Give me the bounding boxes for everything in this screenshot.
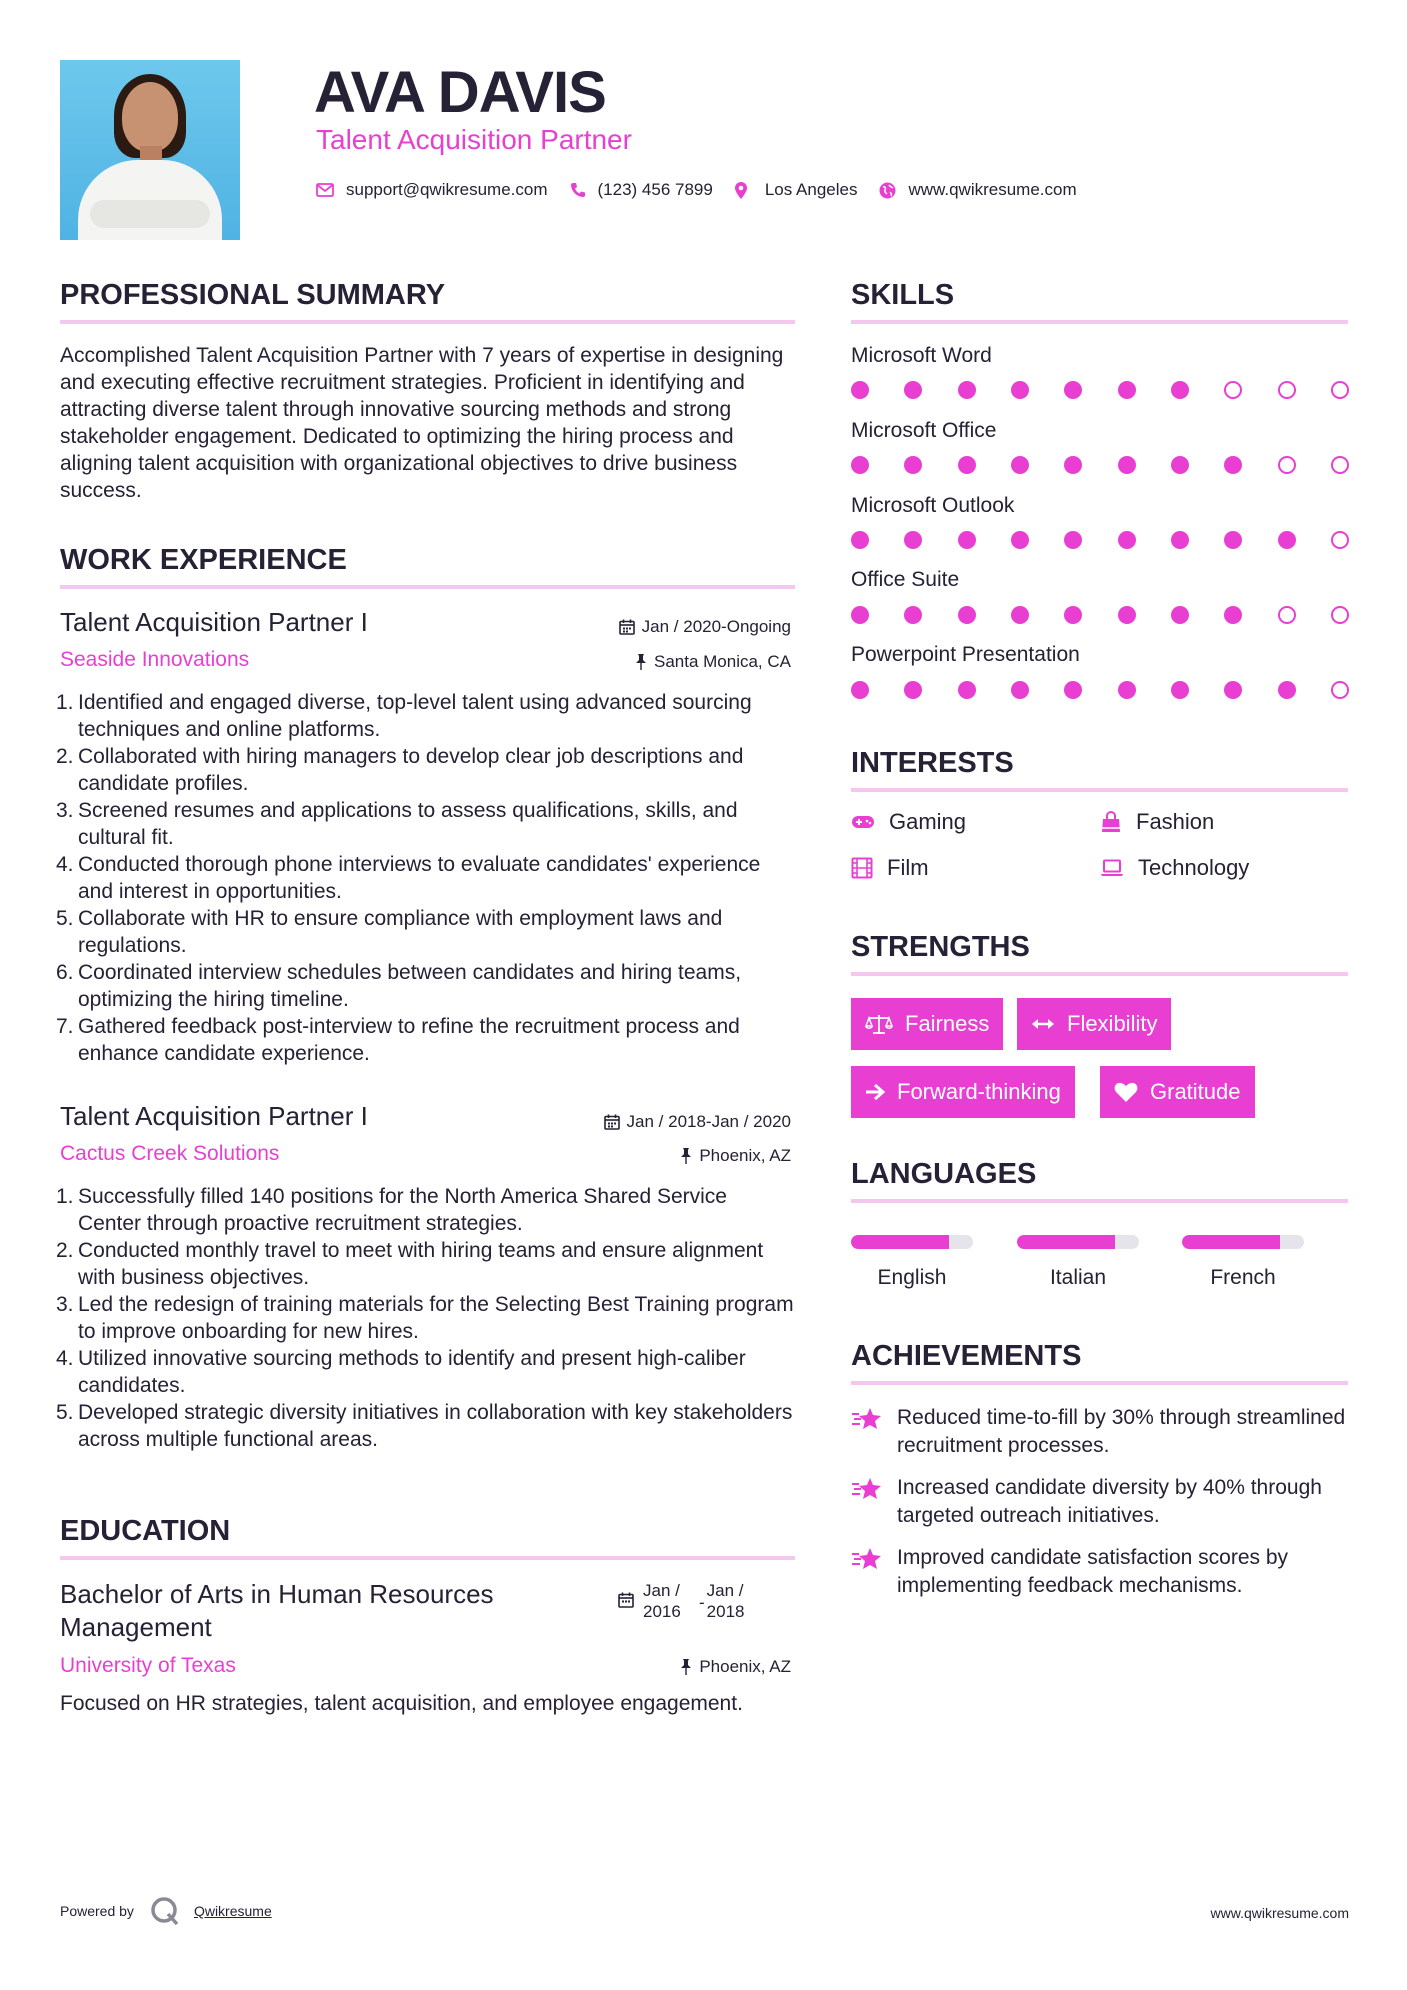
experience-rule: [60, 585, 795, 589]
shopping-bag-icon: [1100, 811, 1122, 833]
language-name: English: [877, 1266, 947, 1289]
rating-dot: [958, 531, 976, 549]
rating-dot: [1224, 456, 1242, 474]
powered-by-label: Powered by: [60, 1903, 134, 1919]
shooting-star-icon: [851, 1406, 883, 1432]
rating-dot: [1118, 681, 1136, 699]
rating-dot: [1278, 531, 1296, 549]
job-title: Talent Acquisition Partner I: [60, 607, 368, 637]
job-bullets: [56, 689, 795, 1067]
job-date: Jan / 2018-Jan / 2020: [604, 1111, 791, 1133]
education-rule: [60, 1556, 795, 1560]
list-item: 3. Screened resumes and applications to assess qualifications, skills, and cultural fit.: [56, 799, 738, 849]
experience-heading: WORK EXPERIENCE: [60, 544, 347, 576]
rating-dot: [1331, 456, 1349, 474]
list-item: 3. Led the redesign of training materials for the Selecting Best Training program to improve onboarding for new hires.: [56, 1293, 794, 1343]
strength-tag: Fairness: [851, 998, 1003, 1050]
calendar-icon: [618, 1592, 634, 1608]
map-pin-icon: [735, 182, 747, 199]
rating-dot: [851, 456, 869, 474]
rating-dot: [1171, 531, 1189, 549]
skill-name: Powerpoint Presentation: [851, 643, 1080, 666]
qwikresume-logo-icon: [150, 1896, 180, 1926]
arrow-right-icon: [865, 1083, 885, 1101]
candidate-role: Talent Acquisition Partner: [316, 124, 632, 155]
rating-dot: [1171, 681, 1189, 699]
rating-dot: [1118, 531, 1136, 549]
rating-dot: [904, 381, 922, 399]
rating-dot: [904, 531, 922, 549]
language-level-bar: [851, 1235, 973, 1249]
rating-dot: [1011, 681, 1029, 699]
pushpin-icon: [680, 1148, 692, 1164]
footer-branding: [60, 1896, 272, 1926]
list-item: 2. Conducted monthly travel to meet with hiring teams and ensure alignment with business objectives.: [56, 1239, 764, 1289]
summary-text: Accomplished Talent Acquisition Partner with 7 years of expertise in designing and executing effective recruitment strategies. Proficient in identifying and attracting diverse talent through innovative sourcing methods and strong stakeholder engagement. Dedicated to optimizing the hiring process and aligning talent acquisition with organizational objectives to drive business success.: [60, 344, 784, 502]
skill-rating: [851, 456, 1349, 478]
skill-name: Microsoft Office: [851, 419, 997, 442]
skill-rating: [851, 531, 1349, 553]
heart-icon: [1114, 1082, 1138, 1103]
profile-photo: [60, 60, 240, 240]
interest-item: Gaming: [851, 808, 966, 836]
rating-dot: [1011, 606, 1029, 624]
interest-item: Film: [851, 854, 929, 882]
education-date: Jan / 2016 - Jan / 2018: [618, 1580, 763, 1622]
achievements-rule: [851, 1381, 1348, 1385]
contact-phone[interactable]: [570, 180, 713, 200]
list-item: 7. Gathered feedback post-interview to refine the recruitment process and enhance candidate experience.: [56, 1015, 740, 1065]
summary-rule: [60, 320, 795, 324]
rating-dot: [1331, 606, 1349, 624]
rating-dot: [904, 681, 922, 699]
skill-rating: [851, 606, 1349, 628]
skill-rating: [851, 381, 1349, 403]
rating-dot: [1331, 531, 1349, 549]
email-text: support@qwikresume.com: [346, 180, 548, 199]
language-level-fill: [851, 1235, 949, 1249]
envelope-icon: [316, 183, 334, 197]
job-bullets: [56, 1183, 795, 1453]
rating-dot: [1064, 681, 1082, 699]
rating-dot: [904, 606, 922, 624]
job-date: Jan / 2020-Ongoing: [619, 616, 791, 638]
rating-dot: [851, 531, 869, 549]
school-location: Phoenix, AZ: [680, 1656, 791, 1678]
rating-dot: [1331, 681, 1349, 699]
list-item: 5. Collaborate with HR to ensure compliance with employment laws and regulations.: [56, 907, 723, 957]
rating-dot: [958, 381, 976, 399]
language-level-bar: [1182, 1235, 1304, 1249]
contact-website[interactable]: [879, 180, 1076, 200]
strengths-heading: STRENGTHS: [851, 931, 1030, 963]
language-level-fill: [1017, 1235, 1115, 1249]
achievement-item: Reduced time-to-fill by 30% through streamlined recruitment processes.: [851, 1404, 1351, 1460]
list-item: 6. Coordinated interview schedules between candidates and hiring teams, optimizing the hiring timeline.: [56, 961, 742, 1011]
strengths-rule: [851, 972, 1348, 976]
list-item: 5. Developed strategic diversity initiatives in collaboration with key stakeholders across multiple functional areas.: [56, 1401, 793, 1451]
language-name: Italian: [1049, 1266, 1107, 1289]
rating-dot: [1118, 456, 1136, 474]
strength-tag: Gratitude: [1100, 1066, 1255, 1118]
contact-email[interactable]: [316, 180, 548, 200]
calendar-icon: [619, 619, 635, 635]
language-name: French: [1210, 1266, 1276, 1289]
phone-icon: [570, 182, 586, 198]
strength-tag: Flexibility: [1017, 998, 1171, 1050]
list-item: 4. Conducted thorough phone interviews to evaluate candidates' experience and interest in opportunities.: [56, 853, 761, 903]
rating-dot: [1278, 381, 1296, 399]
languages-rule: [851, 1199, 1348, 1203]
skills-heading: SKILLS: [851, 279, 955, 311]
rating-dot: [1278, 681, 1296, 699]
interests-heading: INTERESTS: [851, 747, 1014, 779]
skill-name: Office Suite: [851, 568, 960, 591]
degree-title: Bachelor of Arts in Human Resources Management: [60, 1579, 494, 1642]
list-item: 1. Identified and engaged diverse, top-level talent using advanced sourcing techniques and online platforms.: [56, 691, 752, 741]
rating-dot: [1278, 606, 1296, 624]
interest-item: Technology: [1100, 854, 1249, 882]
rating-dot: [851, 681, 869, 699]
rating-dot: [958, 681, 976, 699]
rating-dot: [1118, 381, 1136, 399]
interests-rule: [851, 788, 1348, 792]
education-description: Focused on HR strategies, talent acquisition, and employee engagement.: [60, 1692, 743, 1715]
school-name: University of Texas: [60, 1654, 236, 1677]
footer-website[interactable]: www.qwikresume.com: [1210, 1905, 1349, 1921]
list-item: 4. Utilized innovative sourcing methods to identify and present high-caliber candidates.: [56, 1347, 746, 1397]
company-name: Seaside Innovations: [60, 648, 250, 671]
achievement-item: Increased candidate diversity by 40% through targeted outreach initiatives.: [851, 1474, 1351, 1530]
rating-dot: [1118, 606, 1136, 624]
rating-dot: [958, 606, 976, 624]
contact-bar: [316, 178, 1099, 202]
language-level-fill: [1182, 1235, 1280, 1249]
rating-dot: [1224, 606, 1242, 624]
interest-item: Fashion: [1100, 808, 1214, 836]
job-location: Santa Monica, CA: [635, 651, 791, 673]
rating-dot: [1011, 456, 1029, 474]
achievements-heading: ACHIEVEMENTS: [851, 1340, 1082, 1372]
rating-dot: [1171, 381, 1189, 399]
rating-dot: [1224, 531, 1242, 549]
rating-dot: [1331, 381, 1349, 399]
skill-name: Microsoft Outlook: [851, 494, 1015, 517]
skills-rule: [851, 320, 1348, 324]
rating-dot: [1064, 606, 1082, 624]
list-item: 1. Successfully filled 140 positions for the North America Shared Service Center through proactive recruitment strategies.: [56, 1185, 727, 1235]
rating-dot: [904, 456, 922, 474]
laptop-icon: [1100, 859, 1124, 877]
rating-dot: [1011, 381, 1029, 399]
rating-dot: [851, 381, 869, 399]
skill-rating: [851, 681, 1349, 703]
achievement-item: Improved candidate satisfaction scores by implementing feedback mechanisms.: [851, 1544, 1351, 1600]
gamepad-icon: [851, 814, 875, 830]
rating-dot: [851, 606, 869, 624]
globe-icon: [879, 182, 896, 199]
summary-heading: PROFESSIONAL SUMMARY: [60, 279, 446, 311]
job-location: Phoenix, AZ: [680, 1145, 791, 1167]
language-level-bar: [1017, 1235, 1139, 1249]
strength-tag: Forward-thinking: [851, 1066, 1075, 1118]
contact-location: [735, 180, 858, 200]
company-name: Cactus Creek Solutions: [60, 1142, 280, 1165]
film-icon: [851, 857, 873, 879]
brand-link[interactable]: Qwikresume: [193, 1903, 272, 1919]
arrows-horizontal-icon: [1031, 1017, 1055, 1031]
shooting-star-icon: [851, 1546, 883, 1572]
rating-dot: [1064, 456, 1082, 474]
pushpin-icon: [680, 1659, 692, 1675]
pushpin-icon: [635, 654, 647, 670]
rating-dot: [1064, 531, 1082, 549]
rating-dot: [1064, 381, 1082, 399]
balance-scale-icon: [865, 1013, 893, 1035]
job-title: Talent Acquisition Partner I: [60, 1101, 368, 1131]
education-heading: EDUCATION: [60, 1515, 231, 1547]
website-text: www.qwikresume.com: [908, 180, 1077, 199]
rating-dot: [1224, 381, 1242, 399]
rating-dot: [1171, 606, 1189, 624]
list-item: 2. Collaborated with hiring managers to develop clear job descriptions and candidate profiles.: [56, 745, 744, 795]
location-text: Los Angeles: [764, 180, 858, 199]
phone-text: (123) 456 7899: [597, 180, 713, 199]
rating-dot: [1224, 681, 1242, 699]
candidate-name: AVA DAVIS: [314, 60, 606, 125]
rating-dot: [1278, 456, 1296, 474]
calendar-icon: [604, 1114, 620, 1130]
rating-dot: [958, 456, 976, 474]
rating-dot: [1171, 456, 1189, 474]
rating-dot: [1011, 531, 1029, 549]
shooting-star-icon: [851, 1476, 883, 1502]
languages-heading: LANGUAGES: [851, 1158, 1037, 1190]
skill-name: Microsoft Word: [851, 344, 992, 367]
